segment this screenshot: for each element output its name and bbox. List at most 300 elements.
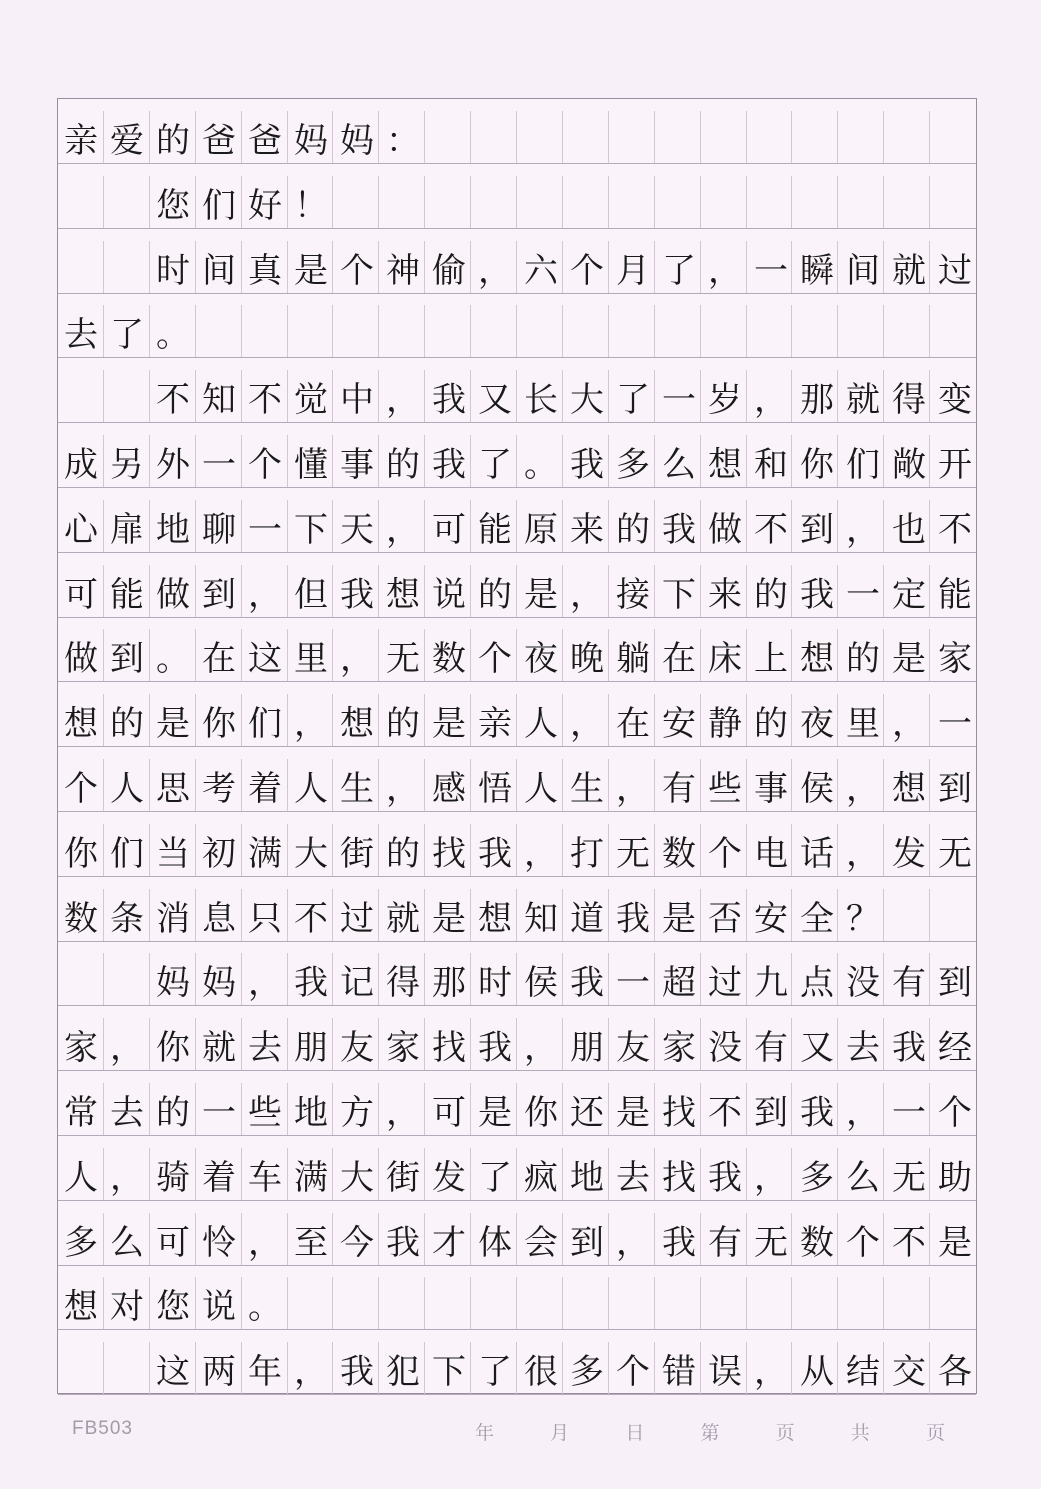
grid-row <box>58 176 976 229</box>
handwritten-character: 不 <box>754 509 788 550</box>
handwritten-character: 就 <box>202 1028 236 1069</box>
handwritten-character: 消 <box>156 898 190 939</box>
handwritten-character: 数 <box>432 639 466 680</box>
handwritten-character: 月 <box>616 250 650 291</box>
handwritten-character: 安 <box>662 704 696 745</box>
handwritten-character: 可 <box>64 574 98 615</box>
handwritten-character: 们 <box>202 185 236 226</box>
handwritten-character <box>58 960 104 1006</box>
handwritten-character: 么 <box>662 445 696 485</box>
handwritten-character: 多 <box>64 1222 98 1263</box>
handwritten-character: ， <box>248 963 282 1004</box>
letter-line <box>58 1220 978 1266</box>
handwritten-character <box>104 377 150 423</box>
month-label: 月 <box>550 1423 570 1444</box>
handwritten-character: 着 <box>248 769 282 809</box>
handwritten-character: 就 <box>892 250 926 291</box>
letter-line <box>58 1284 978 1330</box>
handwritten-character: 过 <box>340 898 374 939</box>
handwritten-character: 我 <box>662 1222 696 1263</box>
handwritten-character: 生 <box>570 769 604 809</box>
grid-row <box>58 759 976 812</box>
handwritten-character: 了 <box>478 1157 512 1198</box>
handwritten-character: 没 <box>708 1028 742 1069</box>
handwritten-character: 结 <box>846 1352 880 1393</box>
handwritten-character: 另 <box>110 445 144 485</box>
handwritten-character: ， <box>846 833 880 874</box>
handwritten-character: 想 <box>892 769 926 809</box>
date-page-line <box>475 1418 945 1445</box>
handwritten-character: 没 <box>846 963 880 1004</box>
handwritten-character: 这 <box>156 1352 190 1393</box>
handwritten-character: 不 <box>708 1093 742 1133</box>
handwritten-character: ， <box>386 509 420 550</box>
handwritten-character: 无 <box>754 1222 788 1263</box>
handwritten-character: 一 <box>202 445 236 485</box>
handwritten-character: 间 <box>846 250 880 291</box>
letter-line <box>58 248 978 294</box>
grid-row <box>58 500 976 553</box>
handwritten-character: 误 <box>708 1352 742 1393</box>
handwritten-character: 过 <box>938 250 972 291</box>
handwritten-character: 又 <box>478 380 512 421</box>
handwritten-character: 从 <box>800 1352 834 1393</box>
handwritten-character: 到 <box>570 1222 604 1263</box>
handwritten-character: 电 <box>754 833 788 874</box>
handwritten-character: ， <box>846 1093 880 1133</box>
handwritten-character: ， <box>754 1157 788 1198</box>
handwritten-character: 妈 <box>340 121 374 161</box>
handwritten-character: 大 <box>570 380 604 421</box>
handwritten-character: 朋 <box>570 1028 604 1069</box>
handwritten-character: 的 <box>754 574 788 615</box>
handwritten-character: 么 <box>110 1222 144 1263</box>
handwritten-character: 多 <box>616 445 650 485</box>
handwritten-character: 我 <box>662 509 696 550</box>
handwritten-character: 满 <box>294 1157 328 1198</box>
handwritten-character: 和 <box>754 445 788 485</box>
handwritten-character: ， <box>524 1028 558 1069</box>
handwritten-character: 在 <box>202 639 236 680</box>
handwritten-character: 全 <box>800 898 834 939</box>
handwritten-character: 否 <box>708 898 742 939</box>
grid-row <box>58 694 976 747</box>
handwritten-character: 能 <box>478 509 512 550</box>
handwritten-character: 您 <box>156 1287 190 1328</box>
handwritten-character: 今 <box>340 1222 374 1263</box>
handwritten-character: 过 <box>708 963 742 1004</box>
handwritten-character: ， <box>110 1028 144 1069</box>
handwritten-character: 家 <box>386 1028 420 1069</box>
handwritten-character: 个 <box>64 769 98 809</box>
handwritten-character: 下 <box>432 1352 466 1393</box>
handwritten-character: 无 <box>386 639 420 680</box>
handwritten-character: 想 <box>64 1287 98 1328</box>
handwritten-character: 去 <box>846 1028 880 1069</box>
handwritten-character: 有 <box>708 1222 742 1263</box>
handwritten-character: 成 <box>64 445 98 485</box>
handwritten-character: 是 <box>616 1093 650 1133</box>
handwritten-character <box>58 183 104 229</box>
handwritten-character: 做 <box>708 509 742 550</box>
handwritten-character: 是 <box>432 704 466 745</box>
handwritten-character: 人 <box>294 769 328 809</box>
handwritten-character: 得 <box>892 380 926 421</box>
handwritten-character: 事 <box>340 445 374 485</box>
letter-line <box>58 1025 978 1071</box>
handwritten-character: 静 <box>708 704 742 745</box>
letter-line <box>58 1090 978 1136</box>
handwritten-character: 懂 <box>294 445 328 485</box>
handwritten-character: 地 <box>570 1157 604 1198</box>
handwritten-character: 数 <box>662 833 696 874</box>
handwritten-character: 有 <box>662 769 696 809</box>
handwritten-character: 点 <box>800 963 834 1004</box>
handwritten-character: 里 <box>846 704 880 745</box>
handwritten-character: 悟 <box>478 769 512 809</box>
handwritten-character: 下 <box>294 509 328 550</box>
handwritten-character: 我 <box>386 1222 420 1263</box>
handwritten-character: 做 <box>64 639 98 680</box>
handwritten-character: ， <box>754 1352 788 1393</box>
letter-line <box>58 636 978 682</box>
grid-row <box>58 889 976 942</box>
handwritten-character: 中 <box>340 380 374 421</box>
handwritten-character: ， <box>294 1352 328 1393</box>
grid-row <box>58 435 976 488</box>
handwritten-character: 了 <box>110 315 144 356</box>
grid-row <box>58 1148 976 1201</box>
handwritten-character: 长 <box>524 380 558 421</box>
handwritten-character: 能 <box>938 574 972 615</box>
handwritten-character: ？ <box>846 898 880 939</box>
handwritten-character: 两 <box>202 1352 236 1393</box>
letter-line <box>58 960 978 1006</box>
letter-line <box>58 507 978 553</box>
handwritten-character: ， <box>110 1157 144 1198</box>
grid-row <box>58 1018 976 1071</box>
total-prefix-label: 共 <box>850 1423 870 1444</box>
handwritten-character: 多 <box>800 1157 834 1198</box>
handwritten-character: 爸 <box>248 121 282 161</box>
handwritten-character: 街 <box>386 1157 420 1198</box>
handwritten-character: 了 <box>662 250 696 291</box>
handwritten-character: ， <box>616 1222 650 1263</box>
handwritten-character: 觉 <box>294 380 328 421</box>
handwritten-character: 至 <box>294 1222 328 1263</box>
handwritten-character: 但 <box>294 574 328 615</box>
handwritten-character: ， <box>386 1093 420 1133</box>
handwritten-character: 真 <box>248 250 282 291</box>
handwritten-character: 亲 <box>64 121 98 161</box>
handwritten-character: 的 <box>386 833 420 874</box>
handwritten-character: 大 <box>294 833 328 874</box>
handwritten-character: 助 <box>938 1157 972 1198</box>
handwritten-character: 经 <box>938 1028 972 1069</box>
handwritten-character: 我 <box>294 963 328 1004</box>
handwritten-character: 数 <box>800 1222 834 1263</box>
handwritten-character: 家 <box>938 639 972 680</box>
handwritten-character: ， <box>616 769 650 809</box>
handwritten-character: 我 <box>432 380 466 421</box>
letter-line <box>58 312 978 358</box>
handwritten-character: 好 <box>248 185 282 226</box>
handwritten-character: 一 <box>202 1093 236 1133</box>
handwritten-character: 不 <box>892 1222 926 1263</box>
handwritten-character: 想 <box>64 704 98 745</box>
handwritten-character: 打 <box>570 833 604 874</box>
handwritten-character: 很 <box>524 1352 558 1393</box>
handwritten-character: 一 <box>938 704 972 745</box>
handwritten-character: 数 <box>64 898 98 939</box>
handwritten-character: 还 <box>570 1093 604 1133</box>
handwritten-character: 人 <box>64 1157 98 1198</box>
handwritten-character: 想 <box>708 445 742 485</box>
handwritten-character: 是 <box>478 1093 512 1133</box>
handwritten-character: 人 <box>524 769 558 809</box>
handwritten-character: 们 <box>846 445 880 485</box>
handwritten-character: 地 <box>294 1093 328 1133</box>
handwritten-character: ， <box>340 639 374 680</box>
handwritten-character: 侯 <box>800 769 834 809</box>
handwritten-character: 去 <box>64 315 98 356</box>
handwritten-character: 找 <box>662 1093 696 1133</box>
day-label: 日 <box>625 1423 645 1444</box>
handwritten-character: 在 <box>662 639 696 680</box>
handwritten-character: 亲 <box>478 704 512 745</box>
paper-code: FB503 <box>72 1418 133 1439</box>
handwritten-character: 个 <box>616 1352 650 1393</box>
handwritten-character: 那 <box>800 380 834 421</box>
handwritten-character: 到 <box>754 1093 788 1133</box>
handwritten-character: 友 <box>340 1028 374 1069</box>
letter-line <box>58 1155 978 1201</box>
handwritten-character: 说 <box>432 574 466 615</box>
grid-row <box>58 629 976 682</box>
handwritten-character: 一 <box>616 963 650 1004</box>
total-page-label: 页 <box>925 1423 945 1444</box>
grid-row <box>58 1083 976 1136</box>
handwritten-character: 不 <box>248 380 282 421</box>
handwritten-character: 各 <box>938 1352 972 1393</box>
handwritten-character: 不 <box>938 509 972 550</box>
handwritten-character: 初 <box>202 833 236 874</box>
handwritten-character: 来 <box>570 509 604 550</box>
letter-line <box>58 766 978 812</box>
handwritten-character: 一 <box>846 574 880 615</box>
handwritten-character: 无 <box>938 833 972 874</box>
handwritten-character: 。 <box>156 639 190 680</box>
handwritten-character: ， <box>570 574 604 615</box>
handwritten-character: 的 <box>478 574 512 615</box>
handwritten-character: 侯 <box>524 963 558 1004</box>
handwritten-character: ， <box>708 250 742 291</box>
handwritten-character <box>104 248 150 294</box>
handwritten-character: 开 <box>938 445 972 485</box>
handwritten-character: ， <box>570 704 604 745</box>
handwritten-character: 天 <box>340 509 374 550</box>
handwritten-character: 晚 <box>570 639 604 680</box>
handwritten-character: 夜 <box>524 639 558 680</box>
grid-row <box>58 111 976 164</box>
handwritten-character <box>58 248 104 294</box>
handwritten-character: 才 <box>432 1222 466 1263</box>
handwritten-character: 人 <box>524 704 558 745</box>
handwritten-character: 接 <box>616 574 650 615</box>
handwritten-character: 我 <box>892 1028 926 1069</box>
page-footer <box>0 1418 1041 1448</box>
handwritten-character: ， <box>248 1222 282 1263</box>
handwritten-character: 也 <box>892 509 926 550</box>
handwritten-character: 交 <box>892 1352 926 1393</box>
handwritten-character: 对 <box>110 1287 144 1328</box>
handwritten-character: 是 <box>432 898 466 939</box>
handwritten-character: ， <box>248 574 282 615</box>
handwritten-character: 聊 <box>202 509 236 550</box>
letter-line <box>58 831 978 877</box>
handwritten-character: 偷 <box>432 250 466 291</box>
handwritten-character: 个 <box>846 1222 880 1263</box>
handwritten-character: 找 <box>432 833 466 874</box>
writing-grid <box>57 98 977 1394</box>
handwritten-character: 想 <box>800 639 834 680</box>
handwritten-character: 下 <box>662 574 696 615</box>
handwritten-character: 的 <box>616 509 650 550</box>
grid-row <box>58 953 976 1006</box>
handwritten-character: 了 <box>478 1352 512 1393</box>
handwritten-character: 事 <box>754 769 788 809</box>
handwritten-character: 条 <box>110 898 144 939</box>
grid-row <box>58 241 976 294</box>
handwritten-character: 友 <box>616 1028 650 1069</box>
handwritten-character: 体 <box>478 1222 512 1263</box>
handwritten-character: 个 <box>708 833 742 874</box>
handwritten-character: 发 <box>892 833 926 874</box>
handwritten-character: ， <box>846 769 880 809</box>
handwritten-character: 发 <box>432 1157 466 1198</box>
handwritten-character: 去 <box>616 1157 650 1198</box>
handwritten-character: 的 <box>754 704 788 745</box>
handwritten-character: 做 <box>156 574 190 615</box>
handwritten-character: 上 <box>754 639 788 680</box>
handwritten-character: 这 <box>248 639 282 680</box>
handwritten-character: 心 <box>64 509 98 550</box>
handwritten-character: 去 <box>110 1093 144 1133</box>
handwritten-character: 些 <box>708 769 742 809</box>
handwritten-character: 定 <box>892 574 926 615</box>
handwritten-character <box>58 1349 104 1395</box>
handwritten-character: 到 <box>202 574 236 615</box>
handwritten-character: 就 <box>386 898 420 939</box>
handwritten-character: 道 <box>570 898 604 939</box>
handwritten-character: 您 <box>156 185 190 226</box>
handwritten-character: 可 <box>432 1093 466 1133</box>
handwritten-character: 变 <box>938 380 972 421</box>
handwritten-character: 是 <box>294 250 328 291</box>
handwritten-character: 夜 <box>800 704 834 745</box>
handwritten-character: ： <box>386 121 420 161</box>
grid-row <box>58 565 976 618</box>
handwritten-character <box>104 960 150 1006</box>
letter-line <box>58 442 978 488</box>
handwritten-character: 妈 <box>156 963 190 1004</box>
handwritten-character: 无 <box>892 1157 926 1198</box>
handwritten-character: 到 <box>938 963 972 1004</box>
handwritten-character <box>104 1349 150 1395</box>
handwritten-character: 骑 <box>156 1157 190 1198</box>
handwritten-character: 犯 <box>386 1352 420 1393</box>
handwritten-character: 无 <box>616 833 650 874</box>
handwritten-character: 是 <box>892 639 926 680</box>
handwritten-character: 息 <box>202 898 236 939</box>
handwritten-character: 你 <box>524 1093 558 1133</box>
handwritten-character: 家 <box>662 1028 696 1069</box>
handwritten-character: 又 <box>800 1028 834 1069</box>
grid-row <box>58 1342 976 1395</box>
handwritten-character: 我 <box>800 1093 834 1133</box>
handwritten-character: 到 <box>800 509 834 550</box>
handwritten-character: 不 <box>294 898 328 939</box>
page-label: 页 <box>775 1423 795 1444</box>
handwritten-character: 间 <box>202 250 236 291</box>
handwritten-character: 知 <box>524 898 558 939</box>
handwritten-character: 些 <box>248 1093 282 1133</box>
year-label: 年 <box>475 1423 495 1444</box>
handwritten-character: 是 <box>524 574 558 615</box>
handwritten-character: 神 <box>386 250 420 291</box>
handwritten-character: ， <box>846 509 880 550</box>
handwritten-character: 一 <box>248 509 282 550</box>
handwritten-character: 扉 <box>110 509 144 550</box>
handwritten-character: 我 <box>478 833 512 874</box>
handwritten-character: 朋 <box>294 1028 328 1069</box>
handwritten-character: 是 <box>662 898 696 939</box>
handwritten-character <box>58 377 104 423</box>
handwritten-character: 的 <box>156 1093 190 1133</box>
handwritten-character: 怜 <box>202 1222 236 1263</box>
handwritten-character: 我 <box>570 963 604 1004</box>
letter-line <box>58 118 978 164</box>
handwritten-character: 们 <box>248 704 282 745</box>
handwritten-character: 想 <box>340 704 374 745</box>
handwritten-character: 到 <box>110 639 144 680</box>
handwritten-character: 家 <box>64 1028 98 1069</box>
handwritten-character: 超 <box>662 963 696 1004</box>
handwritten-character: 疯 <box>524 1157 558 1198</box>
handwritten-character: 话 <box>800 833 834 874</box>
handwritten-character: 想 <box>386 574 420 615</box>
handwritten-character: 感 <box>432 769 466 809</box>
handwritten-character: 那 <box>432 963 466 1004</box>
handwritten-character: 找 <box>432 1028 466 1069</box>
handwritten-character: 地 <box>156 509 190 550</box>
grid-row <box>58 305 976 358</box>
handwritten-character: 躺 <box>616 639 650 680</box>
handwritten-character: 得 <box>386 963 420 1004</box>
handwritten-character: ， <box>386 380 420 421</box>
handwritten-character: 大 <box>340 1157 374 1198</box>
handwritten-character: 时 <box>478 963 512 1004</box>
handwritten-character: 个 <box>340 250 374 291</box>
letter-line <box>58 896 978 942</box>
handwritten-character: 。 <box>156 315 190 356</box>
handwritten-character: 一 <box>754 250 788 291</box>
handwritten-character: 可 <box>432 509 466 550</box>
handwritten-character: 瞬 <box>800 250 834 291</box>
grid-row <box>58 1213 976 1266</box>
handwritten-character: 的 <box>846 639 880 680</box>
handwritten-character: 常 <box>64 1093 98 1133</box>
